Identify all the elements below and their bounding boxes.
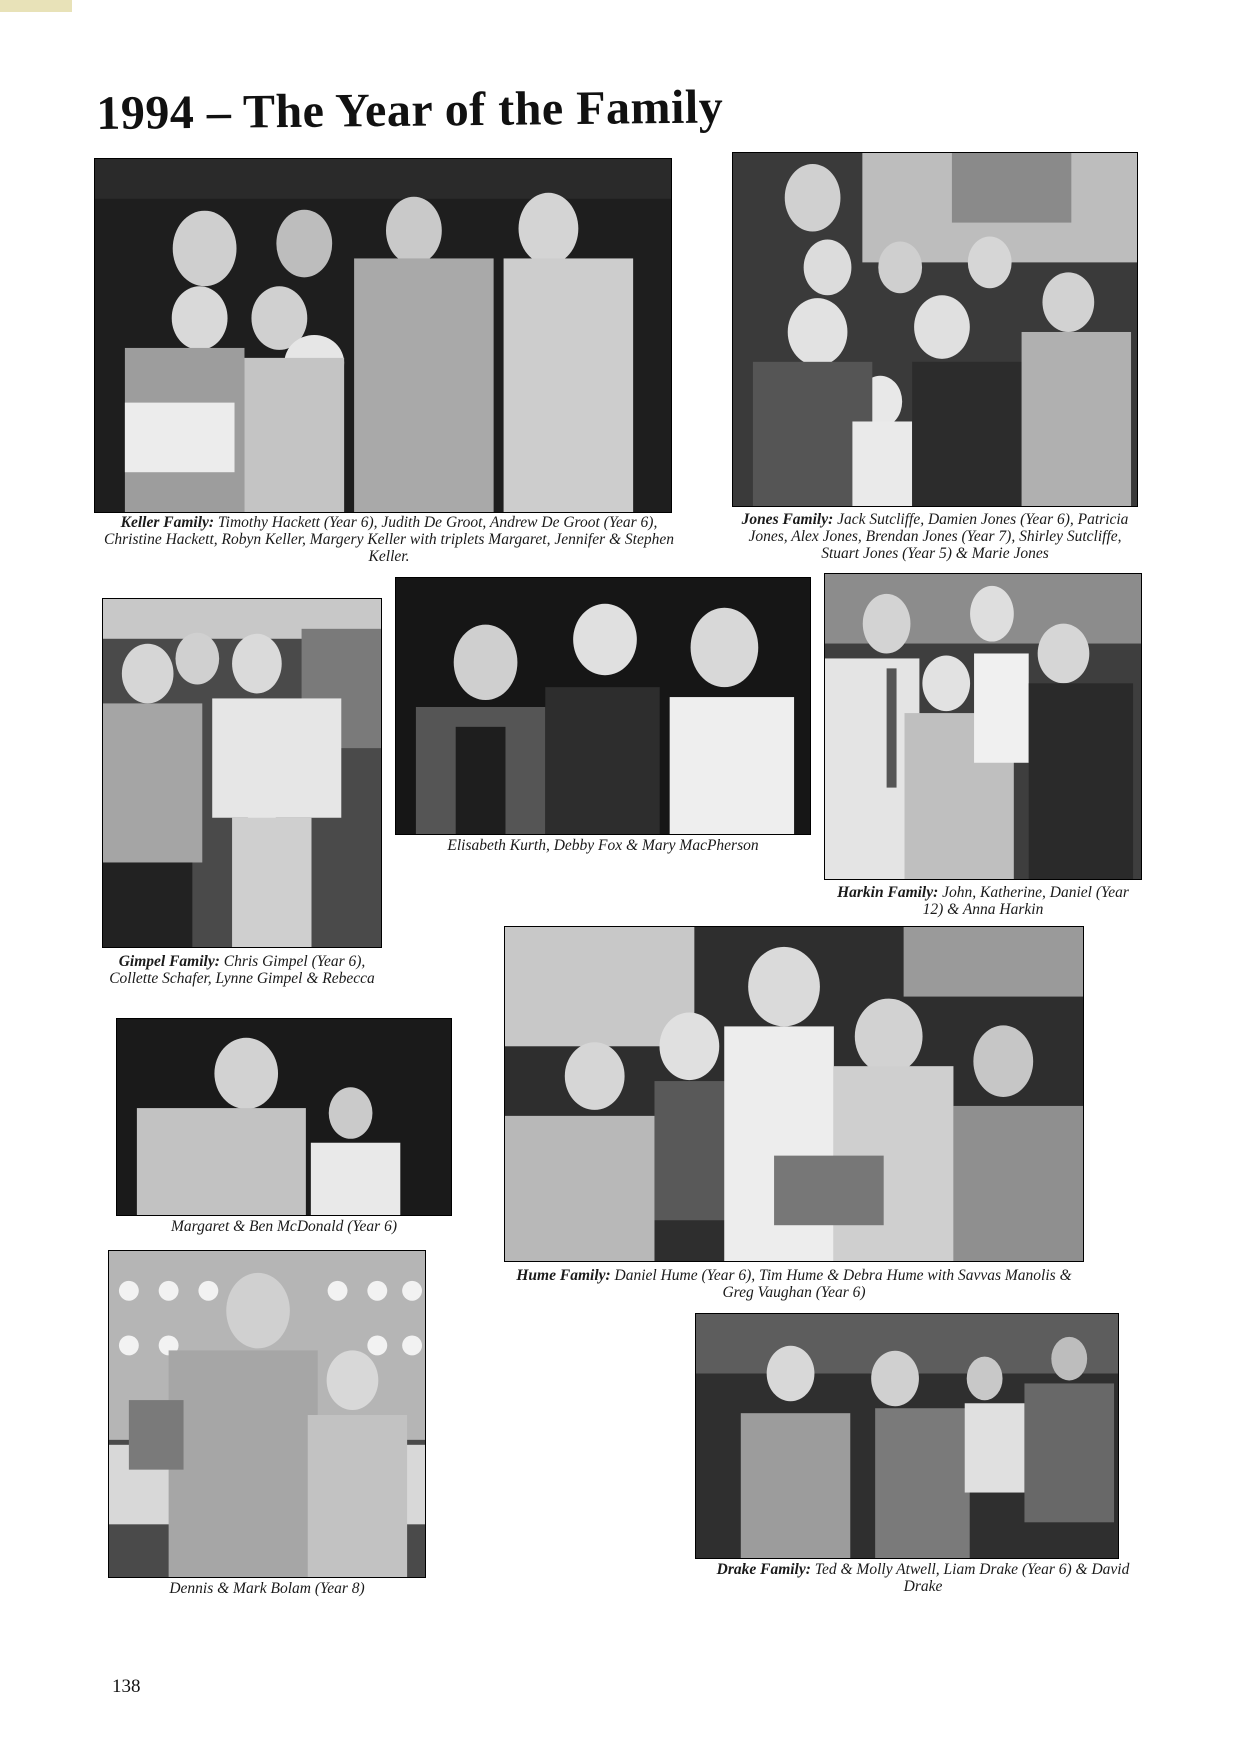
- caption-text-drake: Ted & Molly Atwell, Liam Drake (Year 6) & David Drake: [814, 1561, 1130, 1595]
- photo-harkin-family: [824, 573, 1142, 880]
- photo-bolam: [108, 1250, 426, 1578]
- photo-drake-family: [695, 1313, 1119, 1559]
- photo-keller-family: [94, 158, 672, 513]
- caption-keller-family: [94, 514, 684, 565]
- caption-gimpel-family: [100, 953, 384, 987]
- family-label-harkin: Harkin Family:: [837, 884, 939, 901]
- family-label-gimpel: Gimpel Family:: [118, 953, 220, 970]
- photo-hume-family: [504, 926, 1084, 1262]
- family-label-keller: Keller Family:: [120, 514, 215, 531]
- page-title: 1994 – The Year of the Family: [96, 80, 724, 140]
- photo-jones-family: [732, 152, 1138, 507]
- family-label-hume: Hume Family:: [516, 1267, 611, 1284]
- caption-bolam: [108, 1580, 426, 1597]
- caption-text-bolam: Dennis & Mark Bolam (Year 8): [169, 1580, 365, 1597]
- page-corner-mark: [0, 0, 72, 12]
- page-number: 138: [112, 1676, 141, 1697]
- caption-text-gimpel: Chris Gimpel (Year 6), Collette Schafer, Lynne Gimpel & Rebecca: [109, 953, 375, 987]
- family-label-drake: Drake Family:: [716, 1561, 811, 1578]
- caption-kurth-fox-macpherson: [395, 837, 811, 854]
- caption-jones-family: [730, 511, 1140, 562]
- photo-gimpel-family: [102, 598, 382, 948]
- caption-drake-family: [700, 1561, 1146, 1595]
- caption-text-harkin: John, Katherine, Daniel (Year 12) & Anna Harkin: [922, 884, 1129, 918]
- photo-kurth-fox-macpherson: [395, 577, 811, 835]
- family-label-jones: Jones Family:: [741, 511, 834, 528]
- caption-mcdonald: [116, 1218, 452, 1235]
- caption-text-kurth: Elisabeth Kurth, Debby Fox & Mary MacPherson: [447, 837, 759, 854]
- caption-text-jones: Jack Sutcliffe, Damien Jones (Year 6), Patricia Jones, Alex Jones, Brendan Jones (Year 7), Shirley Sutcliffe, Stuart Jones (Year 5) & Marie Jones: [748, 511, 1129, 562]
- photo-mcdonald: [116, 1018, 452, 1216]
- caption-text-hume: Daniel Hume (Year 6), Tim Hume & Debra Hume with Savvas Manolis & Greg Vaughan (Year 6): [614, 1267, 1072, 1301]
- caption-text-keller: Timothy Hackett (Year 6), Judith De Groot, Andrew De Groot (Year 6), Christine Hackett, Robyn Keller, Margery Keller with triplets Margaret, Jennifer & Stephen Keller.: [104, 514, 674, 565]
- caption-text-mcdonald: Margaret & Ben McDonald (Year 6): [170, 1218, 397, 1235]
- caption-hume-family: [500, 1267, 1088, 1301]
- caption-harkin-family: [828, 884, 1138, 918]
